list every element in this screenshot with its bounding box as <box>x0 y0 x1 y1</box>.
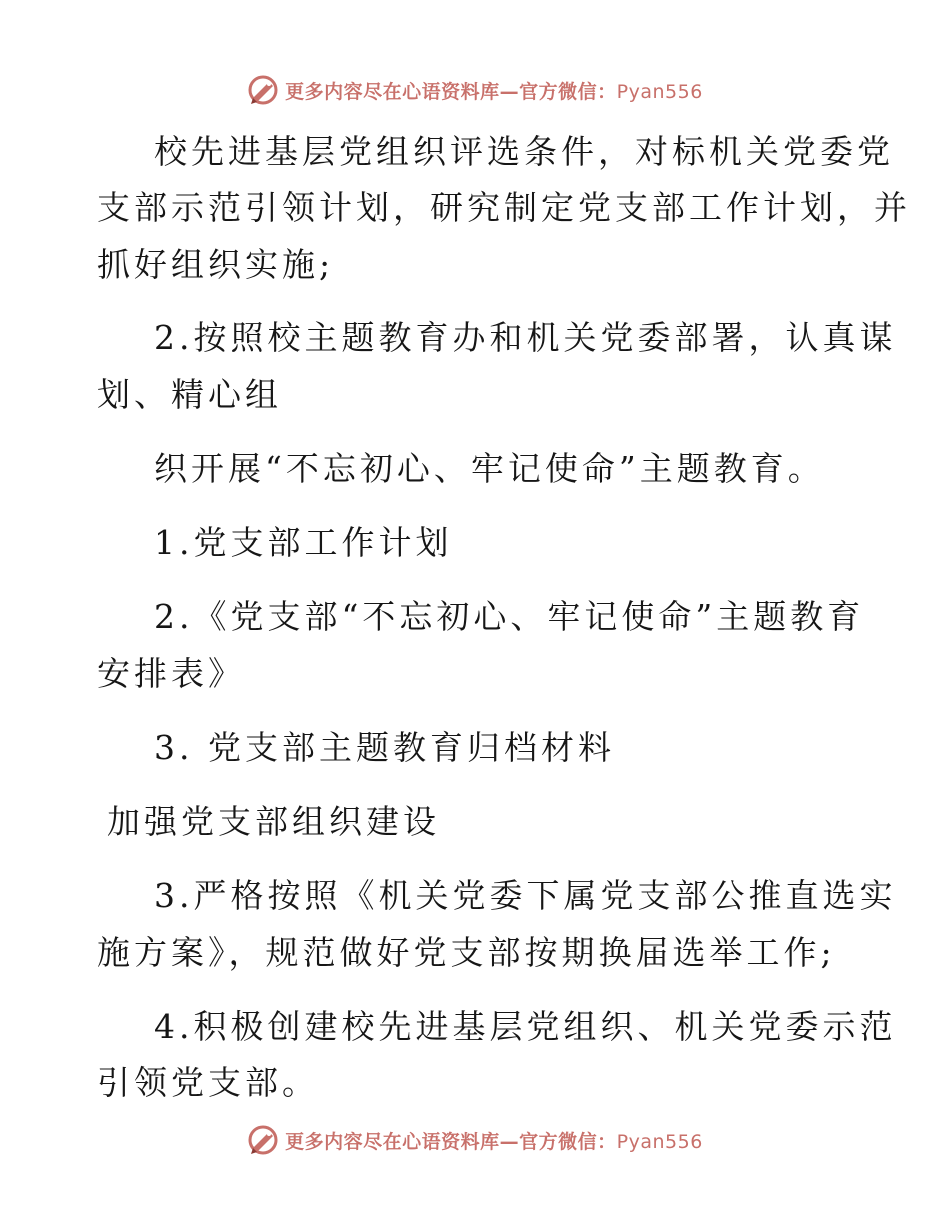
banner-text-cn: 更多内容尽在心语资料库—官方微信： <box>285 1130 617 1153</box>
footer-watermark-banner <box>0 1120 950 1160</box>
body-line: 3.严格按照《机关党委下属党支部公推直选实 <box>154 876 897 915</box>
section-heading: 加强党支部组织建设 <box>107 802 440 841</box>
body-line: 3. 党支部主题教育归档材料 <box>154 728 615 767</box>
body-line: 校先进基层党组织评选条件，对标机关党委党 <box>154 132 894 171</box>
body-line: 支部示范引领计划，研究制定党支部工作计划，并 <box>97 188 911 227</box>
header-watermark-banner <box>0 70 950 110</box>
body-line: 引领党支部。 <box>97 1063 319 1102</box>
body-line: 2.《党支部“不忘初心、牢记使命”主题教育 <box>154 597 865 636</box>
body-line: 安排表》 <box>97 654 245 693</box>
body-line: 织开展“不忘初心、牢记使命”主题教育。 <box>154 449 825 488</box>
body-line: 划、精心组 <box>97 375 282 414</box>
body-line: 1.党支部工作计划 <box>154 523 453 562</box>
body-line: 抓好组织实施; <box>97 245 335 284</box>
banner-text <box>285 77 703 104</box>
body-line: 4.积极创建校先进基层党组织、机关党委示范 <box>154 1007 897 1046</box>
banner-wechat-id: Pyan556 <box>616 80 703 103</box>
banner-text <box>285 1127 703 1154</box>
body-line: 2.按照校主题教育办和机关党委部署，认真谋 <box>154 318 897 357</box>
logo-pen-icon <box>247 1124 279 1156</box>
banner-wechat-id: Pyan556 <box>616 1130 703 1153</box>
logo-pen-icon <box>247 74 279 106</box>
banner-text-cn: 更多内容尽在心语资料库—官方微信： <box>285 80 617 103</box>
body-line: 施方案》，规范做好党支部按期换届选举工作; <box>97 933 836 972</box>
